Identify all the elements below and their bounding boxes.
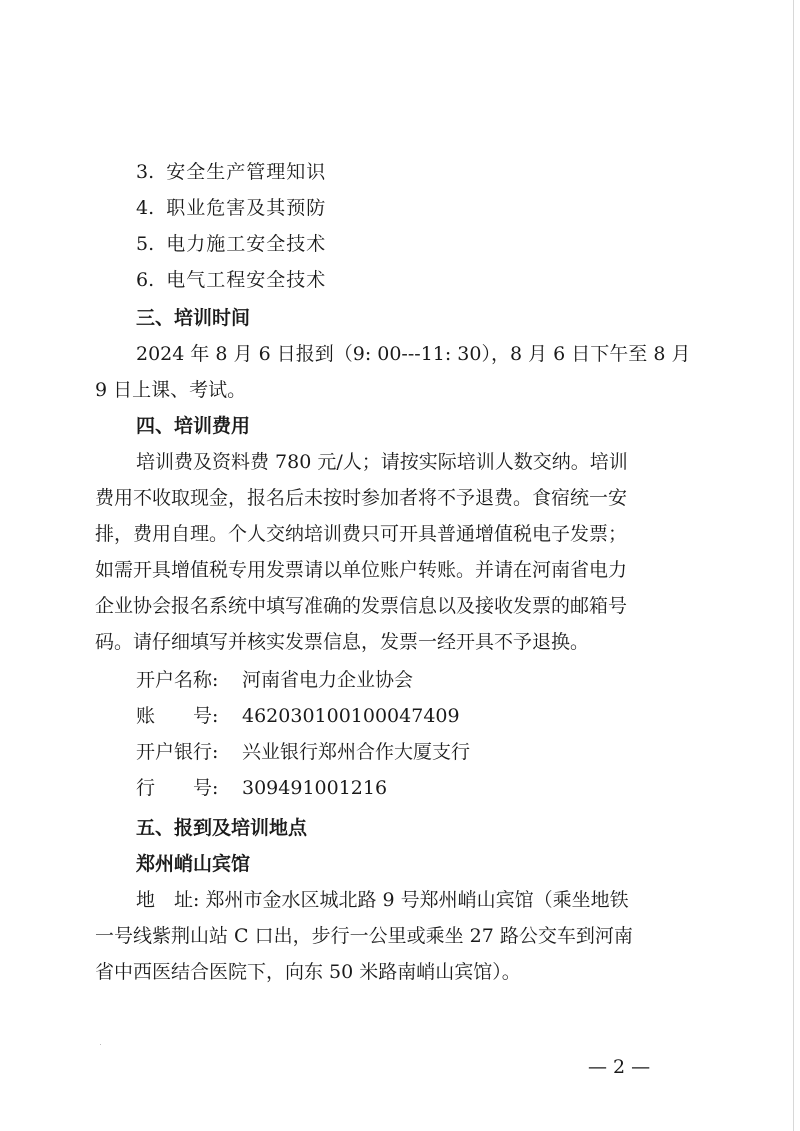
fee-paragraph-line: 如需开具增值税专用发票请以单位账户转账。并请在河南省电力 [95,559,628,581]
bank-code-row [136,771,756,805]
list-item [136,263,756,297]
bank-code-label: 行 号: [136,777,219,799]
fee-paragraph-line: 培训费及资料费 780 元/人；请按实际培训人数交纳。培训 [136,451,628,473]
venue-name: 郑州峭山宾馆 [136,853,251,875]
account-name-row [136,663,756,697]
list-number: 4. [136,197,155,219]
list-number: 6. [136,269,155,291]
scan-edge-line [793,0,794,1131]
list-item [136,191,756,225]
list-text: 安全生产管理知识 [166,161,327,183]
section-heading-fee: 四、培训费用 [136,415,251,437]
fee-paragraph-line: 码。请仔细填写并核实发票信息，发票一经开具不予退换。 [95,631,590,653]
section-heading-venue: 五、报到及培训地点 [136,817,308,839]
time-paragraph-line: 9 日上课、考试。 [95,379,247,401]
list-number: 3. [136,161,155,183]
address-line: 地 址: 郑州市金水区城北路 9 号郑州峭山宾馆（乘坐地铁 [136,889,629,911]
fee-paragraph-line: 排，费用自理。个人交纳培训费只可开具普通增值税电子发票； [95,523,628,545]
address-line: 一号线紫荆山站 C 口出，步行一公里或乘坐 27 路公交车到河南 [95,925,633,947]
page-number: — 2 — [588,1056,651,1078]
list-item [136,227,756,261]
list-number: 5. [136,233,155,255]
bank-code-value: 309491001216 [242,777,388,799]
address-line: 省中西医结合医院下，向东 50 米路南峭山宾馆）。 [95,961,521,983]
scan-speck [100,1044,101,1045]
list-text: 电力施工安全技术 [166,233,327,255]
time-paragraph-line: 2024 年 8 月 6 日报到（9: 00---11: 30），8 月 6 日下午至 8 月 [136,343,691,365]
list-item [136,155,756,189]
list-text: 电气工程安全技术 [166,269,327,291]
section-heading-time: 三、培训时间 [136,307,251,329]
account-name-label: 开户名称: [136,669,219,691]
fee-paragraph-line: 企业协会报名系统中填写准确的发票信息以及接收发票的邮箱号 [95,595,628,617]
list-text: 职业危害及其预防 [166,197,327,219]
bank-value: 兴业银行郑州合作大厦支行 [242,741,471,763]
fee-paragraph-line: 费用不收取现金，报名后未按时参加者将不予退费。食宿统一安 [95,487,628,509]
account-number-label: 账 号: [136,705,219,727]
account-name-value: 河南省电力企业协会 [242,669,414,691]
bank-row [136,735,756,769]
bank-label: 开户银行: [136,741,219,763]
account-number-value: 462030100100047409 [242,705,460,727]
account-number-row [136,699,756,733]
